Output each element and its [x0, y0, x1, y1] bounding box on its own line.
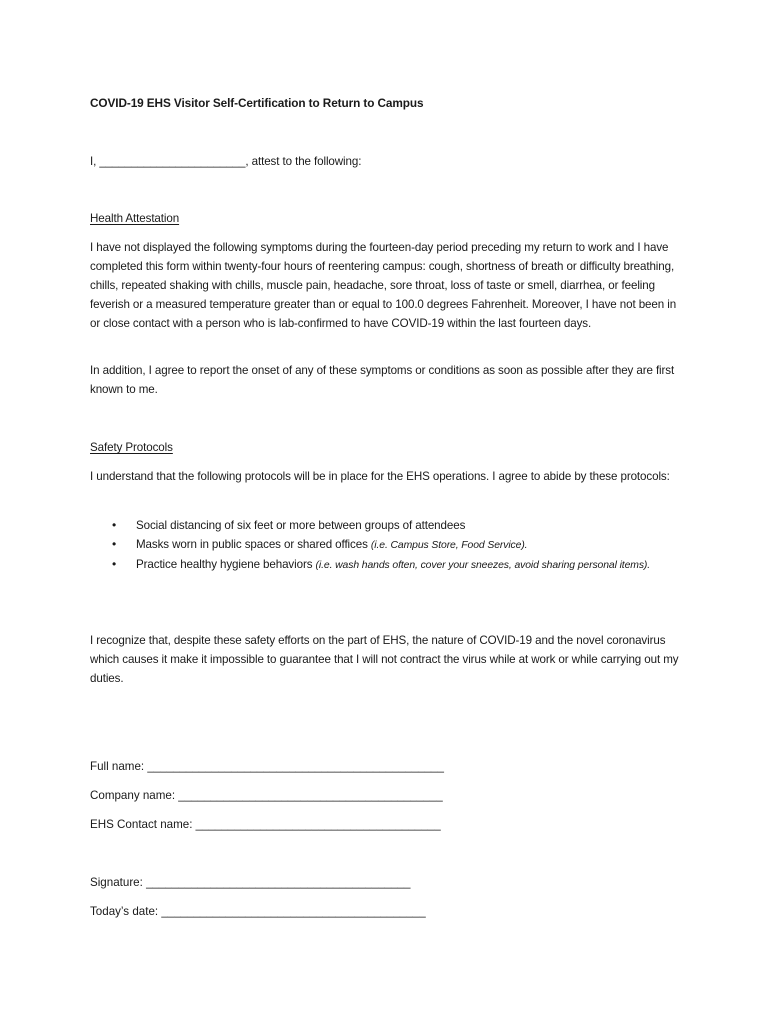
protocol-list [112, 516, 682, 575]
bullet-icon: • [112, 518, 117, 532]
ehs-contact-name-field[interactable]: EHS Contact name: ______________________________________ [90, 818, 441, 831]
document-title: COVID-19 EHS Visitor Self-Certification to Return to Campus [90, 96, 424, 110]
bullet-note: (i.e. wash hands often, cover your sneezes, avoid sharing personal items). [315, 560, 651, 571]
report-paragraph: In addition, I agree to report the onset of any of these symptoms or conditions as soon as possible after they are first known to me. [90, 364, 675, 396]
list-item [112, 535, 682, 555]
bullet-icon: • [112, 557, 117, 571]
signature-field[interactable]: Signature: _________________________________________ [90, 876, 411, 889]
list-item [112, 516, 682, 535]
bullet-text: Social distancing of six feet or more between groups of attendees [136, 519, 466, 532]
bullet-text: Practice healthy hygiene behaviors [136, 558, 316, 571]
full-name-field[interactable]: Full name: ______________________________________________ [90, 760, 444, 773]
company-name-field[interactable]: Company name: _________________________________________ [90, 789, 443, 802]
recognition-paragraph: I recognize that, despite these safety efforts on the part of EHS, the nature of COVID-19 and the novel coronavirus which causes it make it impossible to guarantee that I will not contract the virus while at work or while carrying out my duties. [90, 634, 679, 685]
health-paragraph: I have not displayed the following symptoms during the fourteen-day period preceding my return to work and I have completed this form within twenty-four hours of reentering campus: cough, shortness of breath or difficulty breathing, chills, repeated shaking with chills, muscle pain, headache, sore throat, loss of taste or smell, diarrhea, or feeling feverish or a measured temperature greater than or equal to 100.0 degrees Fahrenheit. Moreover, I have not been in or close contact with a person who is lab-confirmed to have COVID-19 within the last fourteen days. [90, 241, 677, 330]
bullet-text: Masks worn in public spaces or shared offices [136, 538, 371, 551]
safety-protocols-heading: Safety Protocols [90, 441, 173, 454]
bullet-icon: • [112, 537, 117, 551]
safety-paragraph: I understand that the following protocols will be in place for the EHS operations. I agree to abide by these protocols: [90, 470, 670, 483]
list-item [112, 555, 682, 575]
health-attestation-heading: Health Attestation [90, 212, 180, 225]
date-field[interactable]: Today’s date: _________________________________________ [90, 905, 426, 918]
attest-line: I, _______________________, attest to the following: [90, 155, 362, 168]
bullet-note: (i.e. Campus Store, Food Service). [370, 540, 528, 551]
